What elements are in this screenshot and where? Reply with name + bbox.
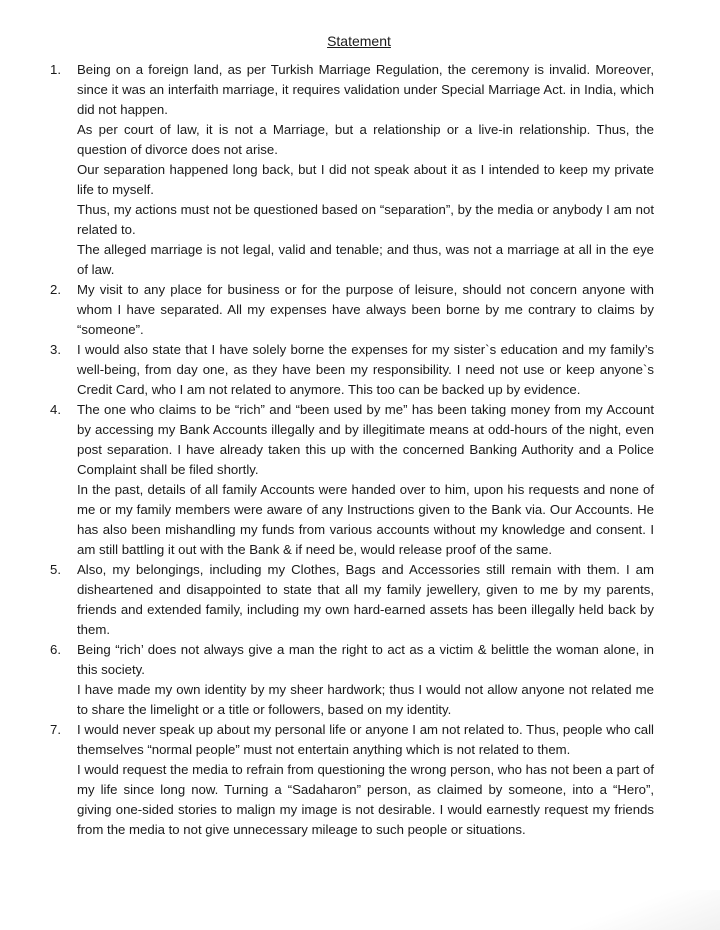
item-number: 3. xyxy=(50,342,61,357)
paragraph: In the past, details of all family Accounts were handed over to him, upon his requests and none of me or my family members were aware of any Instructions given to the Bank via. Our Accounts. He has also been mishandling my funds from various accounts without my knowledge and consent. I am still battling it out with the Bank & if need be, would release proof of the same. xyxy=(77,482,654,557)
page-curl-shadow xyxy=(570,890,720,930)
list-item xyxy=(50,340,654,400)
list-item xyxy=(50,400,654,560)
paragraph: As per court of law, it is not a Marriage, but a relationship or a live-in relationship. Thus, the question of divorce does not arise. xyxy=(77,122,654,157)
list-item xyxy=(50,560,654,640)
paragraph: Being on a foreign land, as per Turkish Marriage Regulation, the ceremony is invalid. Moreover, since it was an interfaith marriage, it requires validation under Special Marriage Act. in India, which did not happen. xyxy=(77,62,654,117)
paragraph: Being “rich’ does not always give a man the right to act as a victim & belittle the woman alone, in this society. xyxy=(77,642,654,677)
paragraph: I would request the media to refrain from questioning the wrong person, who has not been a part of my life since long now. Turning a “Sadaharon” person, as claimed by someone, into a “Hero”, giving one-sided stories to malign my image is not desirable. I would earnestly request my friends from the media to not give unnecessary mileage to such people or situations. xyxy=(77,762,654,837)
statement-list xyxy=(50,60,654,840)
item-number: 1. xyxy=(50,62,61,77)
paragraph: I would also state that I have solely borne the expenses for my sister`s education and my family’s well-being, from day one, as they have been my responsibility. I need not use or keep anyone`s Credit Card, who I am not related to anymore. This too can be backed up by evidence. xyxy=(77,342,654,397)
list-item xyxy=(50,60,654,280)
paragraph: Thus, my actions must not be questioned based on “separation”, by the media or anybody I am not related to. xyxy=(77,202,654,237)
paragraph: Also, my belongings, including my Clothes, Bags and Accessories still remain with them. I am disheartened and disappointed to state that all my family jewellery, given to me by my parents, friends and extended family, including my own hard-earned assets has been illegally held back by them. xyxy=(77,562,654,637)
item-number: 6. xyxy=(50,642,61,657)
paragraph: My visit to any place for business or for the purpose of leisure, should not concern anyone with whom I have separated. All my expenses have always been borne by me contrary to claims by “someone”. xyxy=(77,282,654,337)
list-item xyxy=(50,720,654,840)
paragraph: I would never speak up about my personal life or anyone I am not related to. Thus, people who call themselves “normal people” must not entertain anything which is not related to them. xyxy=(77,722,654,757)
item-number: 7. xyxy=(50,722,61,737)
paragraph: I have made my own identity by my sheer hardwork; thus I would not allow anyone not related me to share the limelight or a title or followers, based on my identity. xyxy=(77,682,654,717)
paragraph: The alleged marriage is not legal, valid and tenable; and thus, was not a marriage at all in the eye of law. xyxy=(77,242,654,277)
document-title: Statement xyxy=(327,33,391,49)
item-number: 4. xyxy=(50,402,61,417)
item-number: 5. xyxy=(50,562,61,577)
paragraph: Our separation happened long back, but I did not speak about it as I intended to keep my private life to myself. xyxy=(77,162,654,197)
list-item xyxy=(50,280,654,340)
list-item xyxy=(50,640,654,720)
item-number: 2. xyxy=(50,282,61,297)
paragraph: The one who claims to be “rich” and “been used by me” has been taking money from my Account by accessing my Bank Accounts illegally and by illegitimate means at odd-hours of the night, even post separation. I have already taken this up with the concerned Banking Authority and a Police Complaint shall be filed shortly. xyxy=(77,402,654,477)
